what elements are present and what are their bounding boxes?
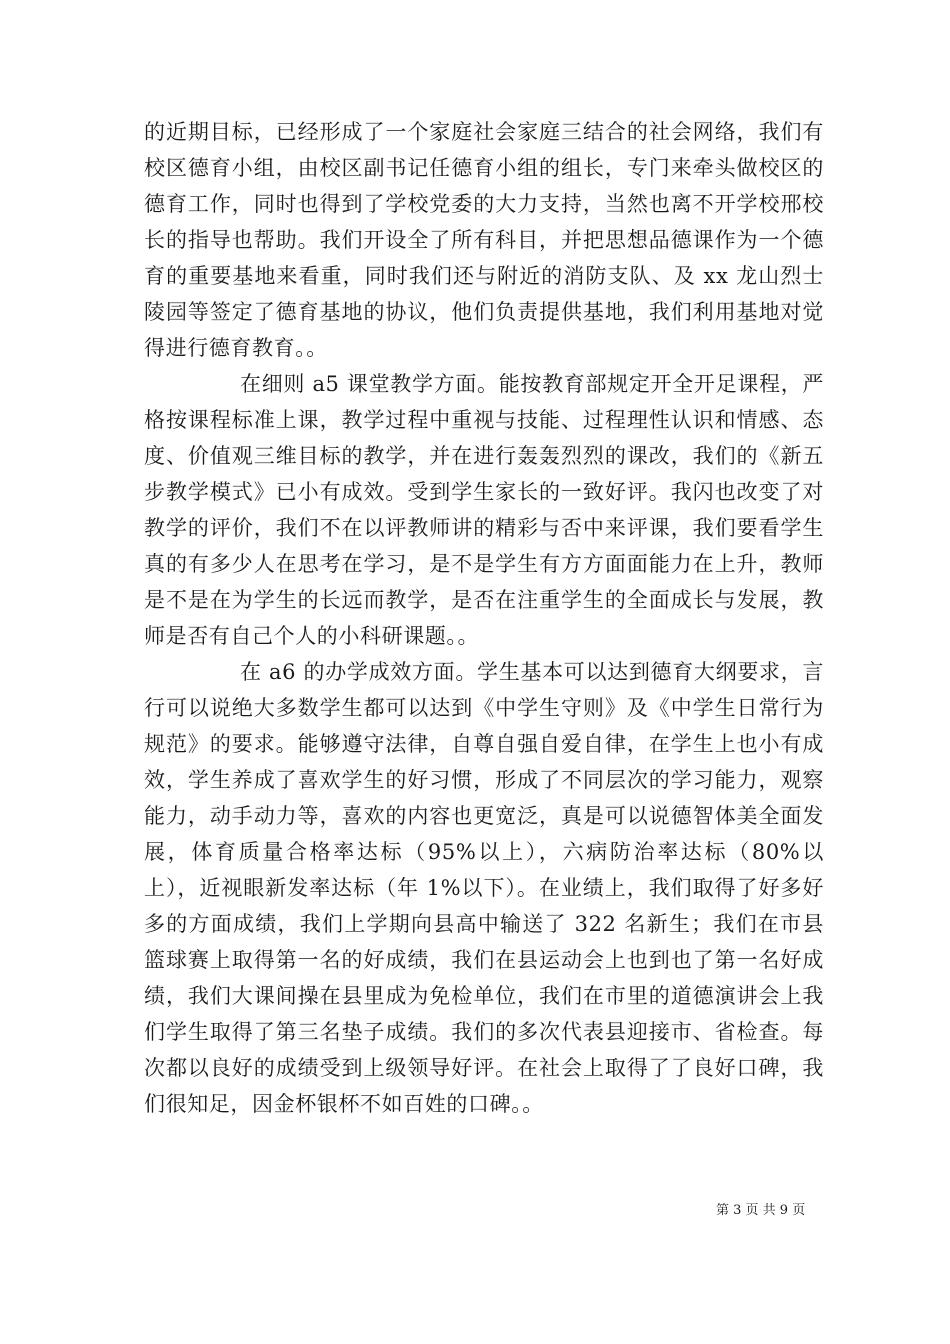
paragraph-3: 在 a6 的办学成效方面。学生基本可以达到德育大纲要求，言行可以说绝大多数学生都可以达到《中学生守则》及《中学生日常行为规范》的要求。能够遵守法律，自尊自强自爱自律，在学生上也小有成效，学生养成了喜欢学生的好习惯，形成了不同层次的学习能力，观察能力，动手动力等，喜欢的内容也更宽泛，真是可以说德智体美全面发展，体育质量合格率达标（95%以上），六病防治率达标（80%以上），近视眼新发率达标（年 1%以下）。在业绩上，我们取得了好多好多的方面成绩，我们上学期向县高中输送了 322 名新生；我们在市县篮球赛上取得第一名的好成绩，我们在县运动会上也到也了第一名好成绩，我们大课间操在县里成为免检单位，我们在市里的道德演讲会上我们学生取得了第三名垫子成绩。我们的多次代表县迎接市、省检查。每次都以良好的成绩受到上级领导好评。在社会上取得了了良好口碑，我们很知足，因金杯银杯不如百姓的口碑。。 xyxy=(144,660,824,1116)
paragraph-2: 在细则 a5 课堂教学方面。能按教育部规定开全开足课程，严格按课程标准上课，教学过程中重视与技能、过程理性认识和情感、态度、价值观三维目标的教学，并在进行轰轰烈烈的课改，我们的《新五步教学模式》已小有成效。受到学生家长的一致好评。我闪也改变了对教学的评价，我们不在以评教师讲的精彩与否中来评课，我们要看学生真的有多少人在思考在学习，是不是学生有方方面面能力在上升，教师是不是在为学生的长远而教学，是否在注重学生的全面成长与发展，教师是否有自己个人的小科研课题。。 xyxy=(144,372,824,648)
page-number-footer: 第 3 页 共 9 页 xyxy=(716,1203,806,1218)
paragraph-1: 的近期目标，已经形成了一个家庭社会家庭三结合的社会网络，我们有校区德育小组，由校区副书记任德育小组的组长，专门来牵头做校区的德育工作，同时也得到了学校党委的大力支持，当然也离不开学校邢校长的指导也帮助。我们开设全了所有科目，并把思想品德课作为一个德育的重要基地来看重，同时我们还与附近的消防支队、及 xx 龙山烈士陵园等签定了德育基地的协议，他们负责提供基地，我们利用基地对觉得进行德育教育。。 xyxy=(144,120,824,360)
document-body xyxy=(144,114,824,1122)
